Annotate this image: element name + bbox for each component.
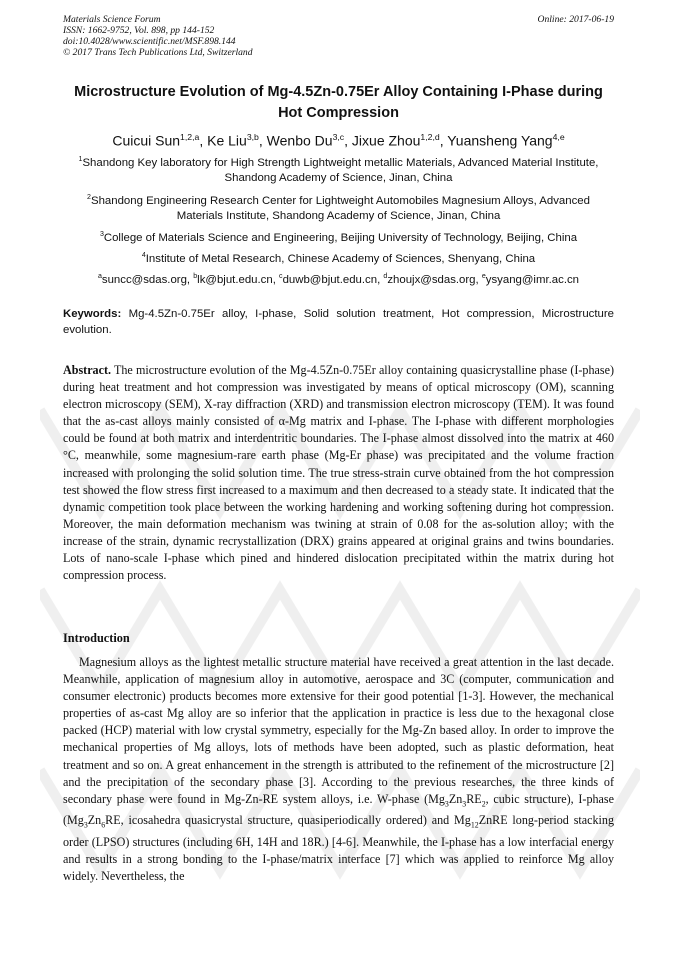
author-sup: 4,e — [552, 132, 565, 142]
author-name: Ke Liu — [207, 132, 247, 149]
w-phase-formula — [428, 791, 486, 809]
affiliation-text: Shandong Key laboratory for High Strength Lightweight metallic Materials, Advanced Material Institute, Shandong Academy of Science, Jinan, China — [82, 156, 599, 185]
formula-part: Mg — [428, 791, 445, 806]
affiliation-1 — [63, 152, 614, 187]
author-sup: 3,b — [246, 132, 259, 142]
email-link[interactable]: suncc@sdas.org, — [101, 273, 194, 286]
affiliation-2 — [63, 190, 614, 225]
intro-text-3: , icosahedra quasicrystal structure, quasiperiodically ordered) and — [120, 813, 455, 828]
introduction-heading: Introduction — [63, 631, 130, 645]
online-date: Online: 2017-06-19 — [537, 14, 614, 25]
formula-part: Mg — [454, 813, 471, 828]
author-list: Cuicui Sun$^{1,2,a}$, Ke Liu$^{3,b}$, Wenbo Du$^{3,c}$, Jixue Zhou$^{1,2,d}$, Yuansheng Yang$^{4,e}$ — [112, 132, 565, 149]
email-sup: a — [97, 273, 102, 280]
author-sup: 1,2,a — [180, 132, 200, 142]
author-name: Yuansheng Yang — [447, 132, 553, 149]
affiliation-text: Shandong Engineering Research Center for Lightweight Automobiles Magnesium Alloys, Advanced Materials Institute, Shandong Academy of Science, Jinan, China — [90, 194, 590, 223]
author-sup: 3,c — [332, 132, 345, 142]
email-link[interactable]: duwb@bjut.edu.cn, — [282, 273, 384, 286]
copyright-line: © 2017 Trans Tech Publications Ltd, Switzerland — [63, 47, 253, 58]
affiliation-sup: 3 — [99, 231, 104, 238]
formula-sub: 2 — [481, 799, 486, 809]
abstract-label: Abstract. — [63, 363, 112, 377]
author-name: Cuicui Sun — [112, 132, 181, 149]
keywords-text: Mg-4.5Zn-0.75Er alloy, I-phase, Solid solution treatment, Hot compression, Microstructure evolution. — [63, 308, 614, 336]
author-name: Wenbo Du — [266, 132, 333, 149]
author-sup: 1,2,d — [420, 132, 440, 142]
email-sup: e — [481, 273, 486, 280]
affiliation-sup: 4 — [141, 252, 146, 259]
email-sup: d — [383, 273, 388, 280]
intro-text-2: , cubic structure), I-phase ( — [63, 791, 614, 828]
formula-part: Mg — [67, 813, 84, 828]
email-sup: b — [193, 273, 198, 280]
author-name: Jixue Zhou — [351, 132, 421, 149]
formula-sub: 3 — [83, 820, 88, 830]
formula-part: RE — [105, 813, 121, 828]
formula-part: Zn — [87, 813, 102, 828]
keywords-label: Keywords: — [63, 308, 122, 320]
introduction-paragraph — [63, 654, 614, 885]
email-link[interactable]: zhoujx@sdas.org, — [387, 273, 482, 286]
formula-part: ZnRE — [478, 813, 508, 828]
email-sup: c — [279, 273, 283, 280]
affiliation-3 — [63, 227, 614, 246]
email-list — [63, 269, 614, 288]
keywords-block — [63, 306, 614, 338]
affiliation-4 — [63, 248, 614, 267]
affiliation-sup: 1 — [78, 156, 83, 163]
affiliation-sup: 2 — [87, 194, 91, 201]
formula-sub: 12 — [470, 820, 479, 830]
journal-header — [63, 14, 614, 58]
formula-sub: 3 — [444, 799, 449, 809]
formula-sub: 6 — [101, 820, 106, 830]
formula-sub: 3 — [462, 799, 467, 809]
paper-title: Microstructure Evolution of Mg-4.5Zn-0.75Er Alloy Containing I-Phase during Hot Compression — [74, 84, 603, 121]
affiliation-text: Institute of Metal Research, Chinese Academy of Sciences, Shenyang, China — [145, 252, 536, 265]
abstract-block — [63, 362, 614, 584]
i-phase-formula — [67, 813, 121, 830]
lpso-formula — [454, 813, 508, 830]
doi-line: doi:10.4028/www.scientific.net/MSF.898.144 — [63, 36, 236, 47]
email-link[interactable]: ysyang@imr.ac.cn — [485, 273, 580, 286]
abstract-text: The microstructure evolution of the Mg-4.5Zn-0.75Er alloy containing quasicrystalline phase (I-phase) during heat treatment and hot compression was investigated by means of optical microscopy (OM), scanning electron microscopy (SEM), X-ray diffraction (XRD) and transmission electron microscopy (TEM). It was found that the as-cast alloys mainly consisted of α-Mg matrix and I-phase. The I-phase with different morphologies could be found at both matrix and interdentritic boundaries. The I-phase almost dissolved into the matrix at 460 °C, meanwhile, some magnesium-rare earth phase (Mg-Er phase) was precipitated and the volume fraction increased with prolonging the solid solution time. The true stress-strain curve obtained from the hot compression test showed the flow stress first increased to a maximum and then decreased to a steady state. It indicated that the dynamic competition took place between the working hardening and working softening during hot compression. Moreover, the main deformation mechanism was twining at strain of 0.08 for the as-solution alloy; with the increase of the strain, dynamic recrystallization (DRX) grains appeared at original grains and twins boundaries. Lots of nano-scale I-phase which pined and hindered dislocation precipitated within the matrix during hot compression process. — [63, 363, 614, 583]
issn-line: ISSN: 1662-9752, Vol. 898, pp 144-152 — [63, 25, 215, 36]
intro-text-1: Magnesium alloys as the lightest metallic structure material have received a great attention in the last decade. Meanwhile, application of magnesium alloy in automotive, aerospace and 3C (computer, communication and consumer electronic) products becomes more extensive for their good potential [1-3]. However, the mechanical properties of as-cast Mg alloy are so inferior that the application in practice is less due to the hexagonal close packed (HCP) material with low crystal symmetry, especially for the Mg-Zn based alloy. In order to improve the mechanical properties of Mg alloys, lots of methods have been adopted, such as plastic deformation, heat treatment and so on. A great enhancement in the strength is attributed to the refinement of the microstructure [2] and the precipitation of the secondary phase [3]. According to the previous researches, the three kinds of secondary phase were found in Mg-Zn-RE system alloys, i.e. W-phase ( — [63, 655, 614, 806]
affiliation-text: College of Materials Science and Engineering, Beijing University of Technology, Beijing, China — [103, 231, 578, 244]
journal-name: Materials Science Forum — [63, 14, 161, 25]
intro-text-4: long-period stacking order (LPSO) structures (including 6H, 14H and 18R.) [4-6]. Meanwhile, the I-phase has a low interfacial energy and results in a strong bonding to the I-phase/matrix interface [7] which was applied to reinforce Mg alloy widely. Nevertheless, the — [63, 813, 614, 883]
email-link[interactable]: lk@bjut.edu.cn, — [197, 273, 280, 286]
formula-part: RE — [466, 791, 482, 806]
formula-part: Zn — [448, 791, 463, 806]
